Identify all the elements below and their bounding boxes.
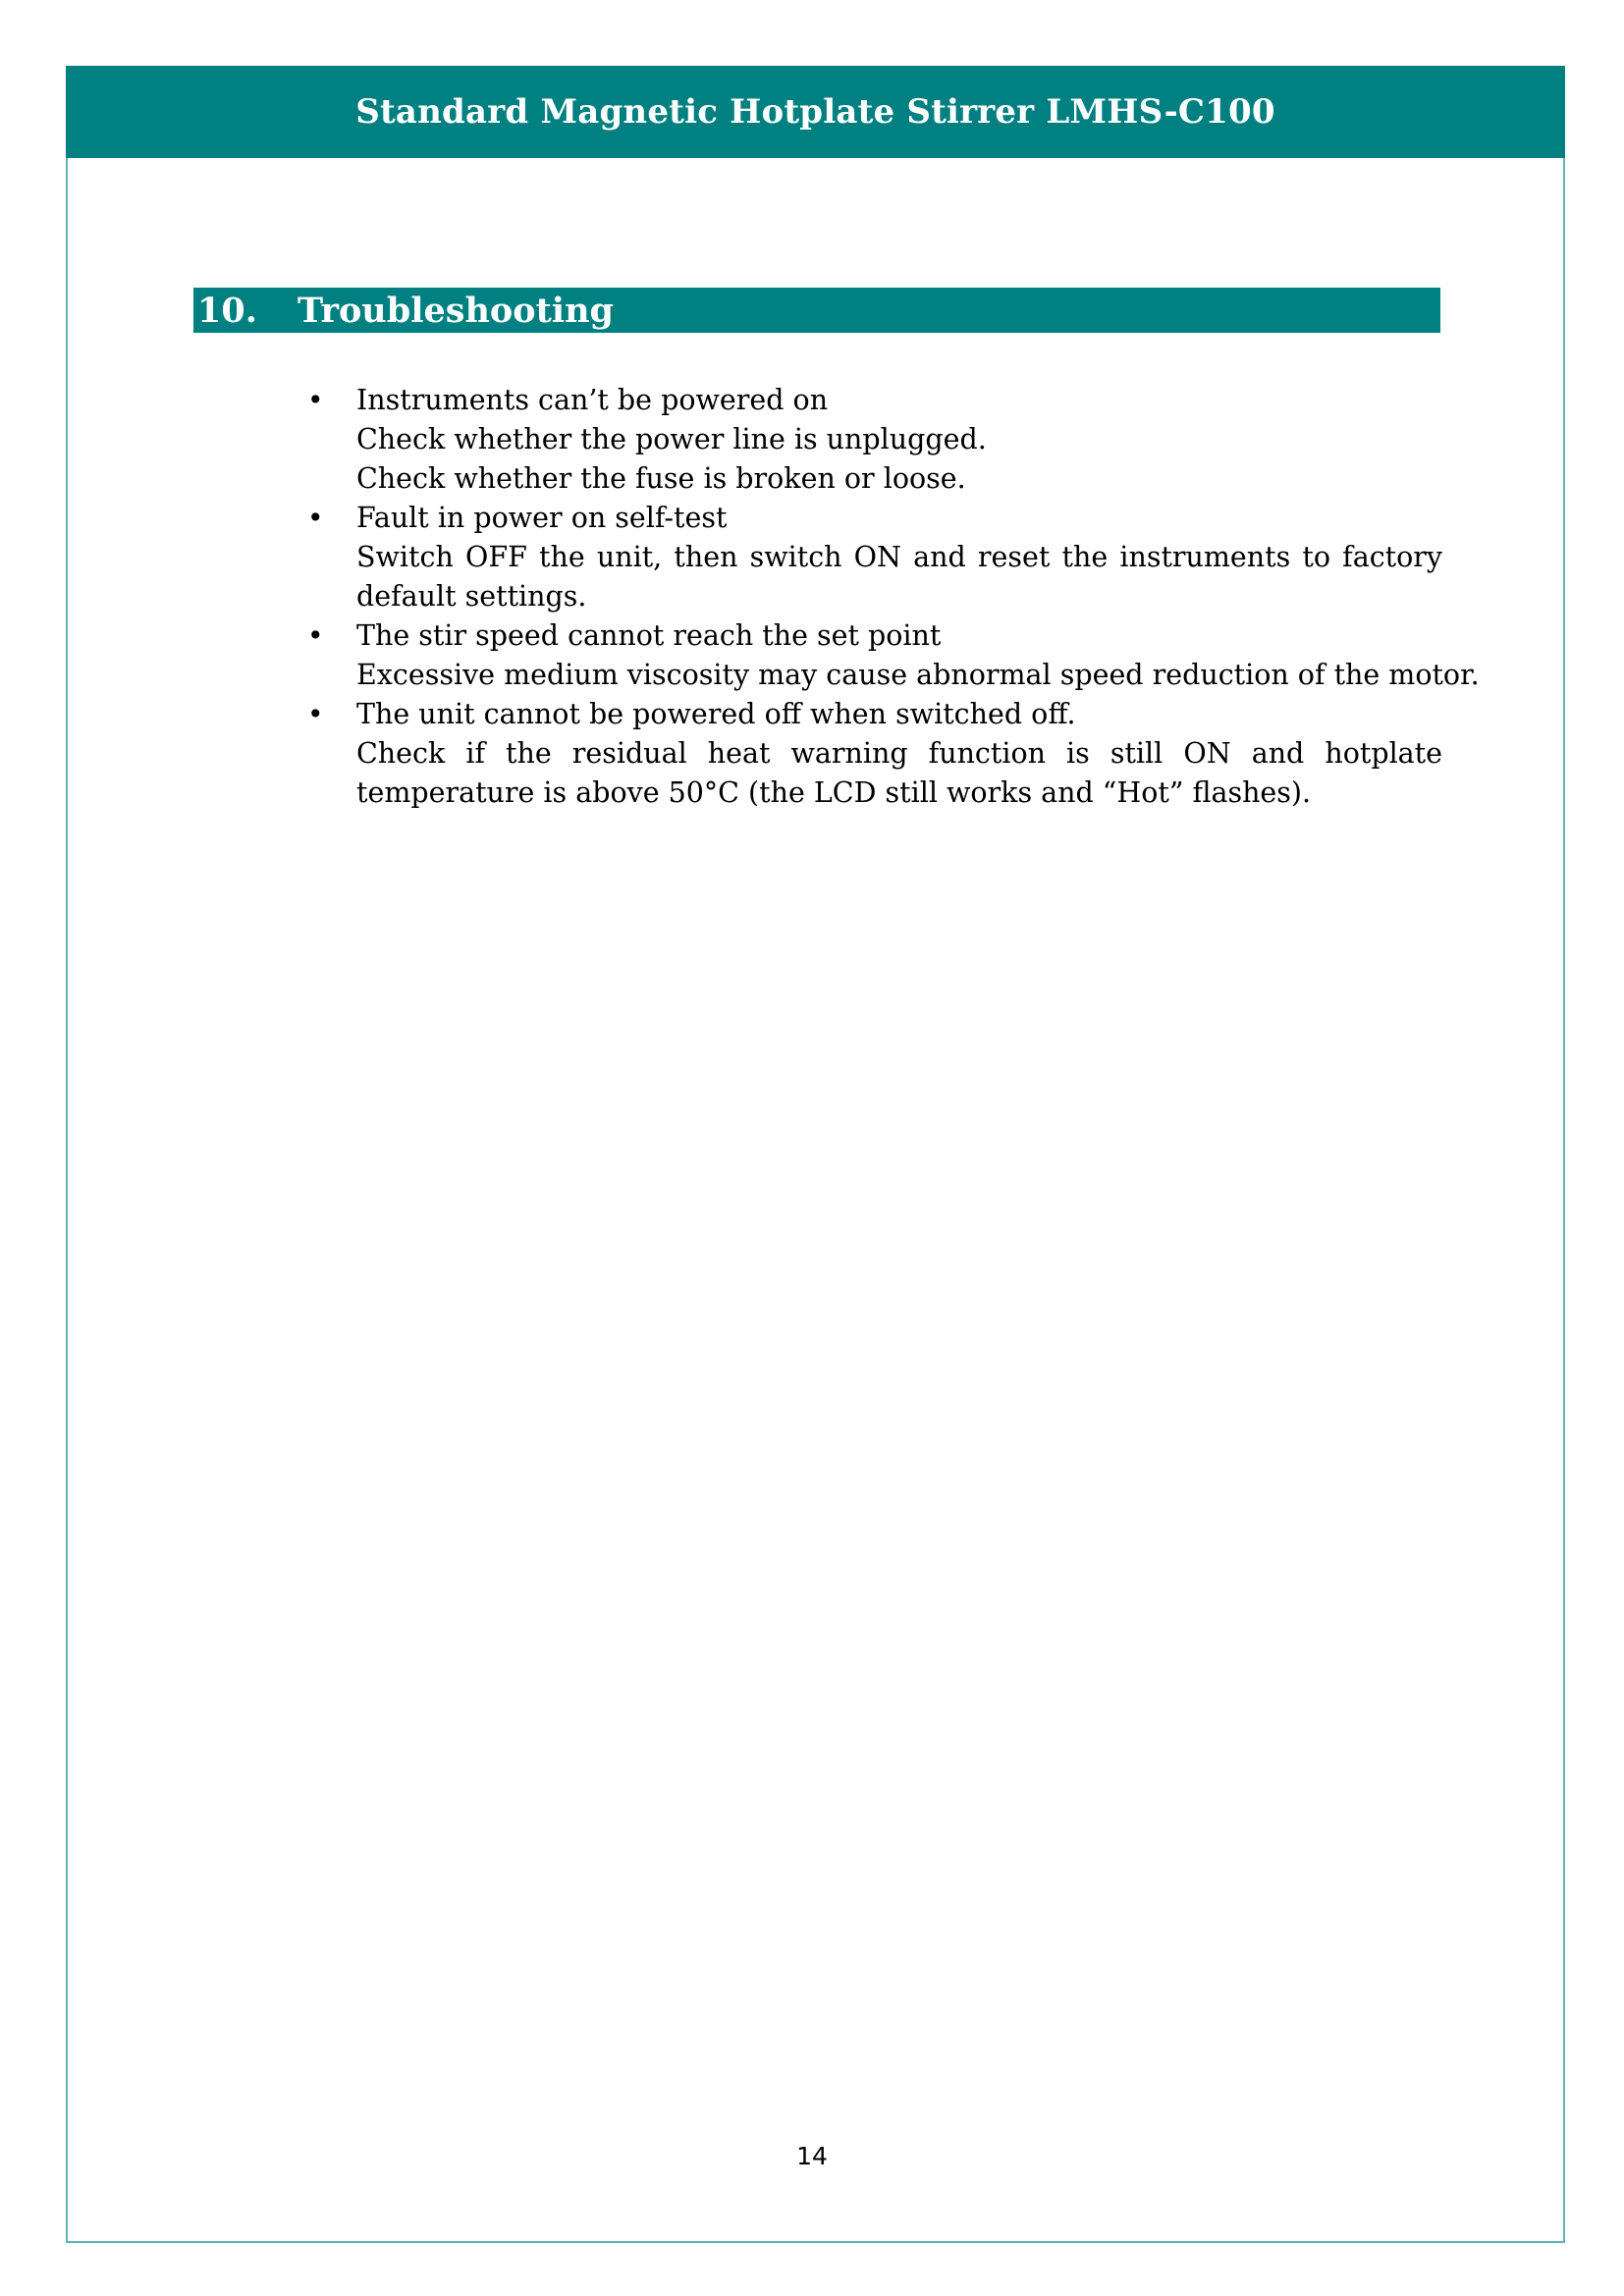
item-body: Check whether the power line is unplugged. — [356, 423, 987, 455]
section-heading — [193, 288, 1440, 333]
item-heading: Instruments can’t be powered on — [356, 384, 829, 416]
troubleshooting-list — [299, 381, 1480, 813]
list-item — [299, 499, 1442, 616]
item-body: Switch OFF the unit, then switch ON and reset the instruments to factory default settings. — [356, 541, 1442, 613]
bullet-icon: • — [307, 384, 324, 416]
list-item — [299, 695, 1442, 813]
bullet-icon: • — [307, 502, 324, 534]
list-item — [299, 381, 1442, 499]
item-heading: The stir speed cannot reach the set point — [356, 619, 942, 652]
item-heading: The unit cannot be powered off when switched off. — [356, 698, 1076, 730]
item-body: Check if the residual heat warning function is still ON and hotplate temperature is above 50°C (the LCD still works and “Hot” flashes). — [356, 737, 1442, 809]
document-title: Standard Magnetic Hotplate Stirrer LMHS-C100 — [355, 92, 1275, 132]
bullet-icon: • — [307, 619, 324, 652]
item-body: Excessive medium viscosity may cause abnormal speed reduction of the motor. — [356, 659, 1480, 691]
list-item — [299, 616, 1480, 695]
header-bar — [66, 66, 1565, 158]
item-body: Check whether the fuse is broken or loose. — [356, 462, 966, 495]
bullet-icon: • — [307, 698, 324, 730]
page-number: 14 — [796, 2142, 828, 2170]
item-heading: Fault in power on self-test — [356, 502, 728, 534]
section-title: Troubleshooting — [298, 290, 614, 331]
section-number: 10. — [197, 290, 257, 331]
